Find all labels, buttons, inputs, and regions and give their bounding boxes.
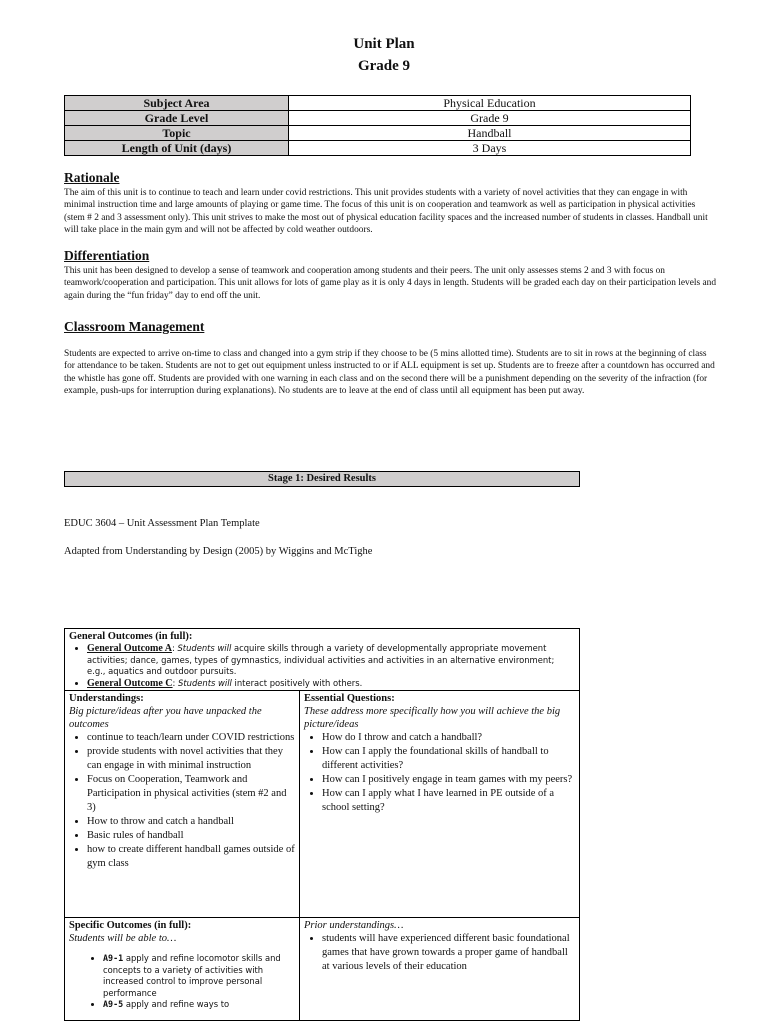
list-item: • General Outcome A: Students will acquire skills through a variety of developmentally appropriate movement activities; dance, games, types of gymnastics, individual activities and activities in an alternative environment; e.g., aquatics and outdoor pursuits. — [87, 643, 575, 678]
info-label: Length of Unit (days) — [65, 141, 289, 156]
table-row — [65, 111, 691, 126]
list-item: • students will have experienced different basic foundational games that have grown towards a proper game of handball at various levels of their education — [322, 932, 575, 974]
list-item: • How can I apply the foundational skills of handball to different activities? — [322, 745, 575, 773]
differentiation-text: This unit has been designed to develop a sense of teamwork and cooperation among students and their peers. The unit only assesses stems 2 and 3 with focus on teamwork/cooperation and participation. This unit allows for lots of game play as it is only 4 days in length. Students will be graded each day on their participation levels and again during the “fun friday” day to end off the unit. — [64, 266, 717, 301]
unit-info-table — [64, 95, 691, 156]
page-title: Unit Plan — [353, 36, 415, 52]
info-value: Grade 9 — [289, 111, 691, 126]
essential-questions-list — [304, 731, 575, 815]
essential-questions-title: Essential Questions: — [304, 693, 395, 704]
classroom-management-text: Students are expected to arrive on-time to class and changed into a gym strip if they choose to be (5 mins allotted time). Students are to sit in rows at the beginning of class for attendance to be taken. Students are not to get out equipment unless instructed to or if ALL equipment is set up. Students are to freeze after a countdown has occurred and the whistle has gone off. Students are provided with one warning in each class and on the second there will be a punishment depending on the severity of the infraction (for example, push-ups for interruption during explanations). No students are to leave at the end of class until all equipment has been put away. — [64, 349, 715, 397]
general-outcomes-title: General Outcomes (in full): — [69, 631, 193, 642]
prior-understandings-subtitle: Prior understandings… — [304, 920, 404, 931]
differentiation-heading: Differentiation — [64, 248, 150, 263]
table-row — [65, 141, 691, 156]
table-row — [65, 691, 580, 918]
specific-outcomes-list — [69, 953, 295, 1011]
list-item: • how to create different handball games outside of gym class — [87, 843, 295, 871]
table-row — [65, 96, 691, 111]
understandings-subtitle: Big picture/ideas after you have unpacked the outcomes — [69, 706, 262, 730]
essential-questions-subtitle: These address more specifically how you will achieve the big picture/ideas — [304, 706, 561, 730]
info-label: Grade Level — [65, 111, 289, 126]
info-value: 3 Days — [289, 141, 691, 156]
list-item: • continue to teach/learn under COVID restrictions — [87, 731, 295, 745]
page-subtitle: Grade 9 — [357, 58, 411, 74]
prior-understandings-list — [304, 932, 575, 974]
info-label: Topic — [65, 126, 289, 141]
stage-1-bar: Stage 1: Desired Results — [64, 471, 580, 487]
table-row — [65, 629, 580, 691]
specific-outcomes-cell — [65, 918, 300, 1021]
list-item: • A9-5 apply and refine ways to — [103, 999, 295, 1011]
info-label: Subject Area — [65, 96, 289, 111]
understandings-title: Understandings: — [69, 693, 144, 704]
table-row — [65, 918, 580, 1021]
adapted-note: Adapted from Understanding by Design (2005) by Wiggins and McTighe — [64, 546, 373, 557]
prior-understandings-cell — [300, 918, 580, 1021]
general-outcomes-cell — [65, 629, 580, 691]
list-item: • How do I throw and catch a handball? — [322, 731, 575, 745]
understandings-cell — [65, 691, 300, 918]
understandings-list — [69, 731, 295, 871]
essential-questions-cell — [300, 691, 580, 918]
general-outcomes-list — [69, 643, 575, 689]
specific-outcomes-subtitle: Students will be able to… — [69, 933, 177, 944]
list-item: • General Outcome C: Students will interact positively with others. — [87, 678, 575, 690]
list-item: • Focus on Cooperation, Teamwork and Participation in physical activities (stem #2 and 3) — [87, 773, 295, 815]
specific-outcomes-title: Specific Outcomes (in full): — [69, 920, 192, 931]
unit-plan-table — [64, 628, 580, 1021]
list-item: • How can I apply what I have learned in PE outside of a school setting? — [322, 787, 575, 815]
list-item: • How to throw and catch a handball — [87, 815, 295, 829]
template-note: EDUC 3604 – Unit Assessment Plan Template — [64, 518, 260, 529]
list-item: • provide students with novel activities that they can engage in with minimal instruction — [87, 745, 295, 773]
info-value: Physical Education — [289, 96, 691, 111]
classroom-management-heading: Classroom Management — [64, 319, 205, 334]
rationale-text: The aim of this unit is to continue to teach and learn under covid restrictions. This unit provides students with a variety of novel activities that they can engage in with minimal instruction time and large amounts of playing or game time. The focus of this unit is on cooperation and teamwork as well as participation in physical activities (stem # 2 and 3 assessment only). This unit strives to make the most out of physical education facility spaces and the increased number of students in classes. Handball unit will take place in the main gym and will not be affected by cold weather outdoors. — [64, 188, 708, 236]
table-row — [65, 126, 691, 141]
list-item: • Basic rules of handball — [87, 829, 295, 843]
info-value: Handball — [289, 126, 691, 141]
list-item: • A9-1 apply and refine locomotor skills and concepts to a variety of activities with increased control to improve personal performance — [103, 953, 295, 999]
list-item: • How can I positively engage in team games with my peers? — [322, 773, 575, 787]
rationale-heading: Rationale — [64, 170, 120, 185]
